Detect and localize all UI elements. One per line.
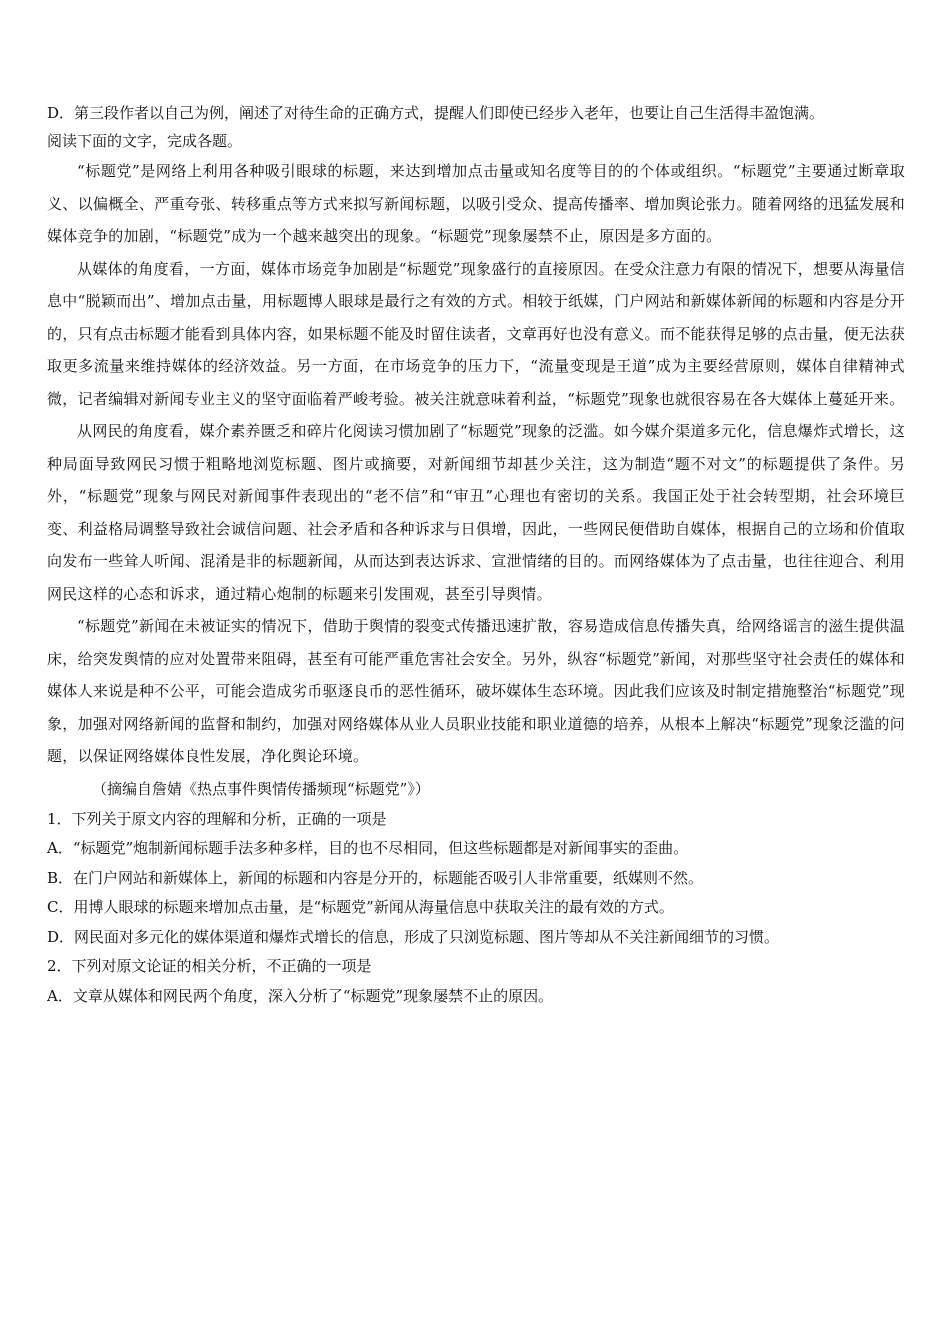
question-1-option-b: B．在门户网站和新媒体上，新闻的标题和内容是分开的，标题能否吸引人非常重要，纸媒则不然。 [47,868,704,887]
reading-instruction: 阅读下面的文字，完成各题。 [47,132,243,150]
question-1-option-c: C．用博人眼球的标题来增加点击量，是“标题党”新闻从海量信息中获取关注的最有效的方式。 [47,898,674,916]
passage-paragraph-4: “标题党”新闻在未被证实的情况下，借助于舆情的裂变式传播迅速扩散，容易造成信息传播失真，给网络谣言的滋生提供温床，给突发舆情的应对处置带来阻碍，甚至有可能严重危害社会安全。另外，纵容“标题党”新闻，对那些坚守社会责任的媒体和媒体人来说是种不公平，可能会造成劣币驱逐良币的恶性循环，破坏媒体生态环境。因此我们应该及时制定措施整治“标题党”现象，加强对网络新闻的监督和制约，加强对网络媒体从业人员职业技能和职业道德的培养，从根本上解决“标题党”现象泛滥的问题，以保证网络媒体良性发展，净化舆论环境。 [47,617,905,765]
question-1-option-d: D．网民面对多元化的媒体渠道和爆炸式增长的信息，形成了只浏览标题、图片等却从不关注新闻细节的习惯。 [47,927,780,946]
page-content [47,99,905,1011]
passage-source: （摘编自詹婧《热点事件舆情传播频现“标题党”》） [92,779,430,798]
passage-paragraph-3: 从网民的角度看，媒介素养匮乏和碎片化阅读习惯加剧了“标题党”现象的泛滥。如今媒介渠道多元化，信息爆炸式增长，这种局面导致网民习惯于粗略地浏览标题、图片或摘要，对新闻细节却甚少关注，这为制造“题不对文”的标题提供了条件。另外，“标题党”现象与网民对新闻事件表现出的“老不信”和“审丑”心理也有密切的关系。我国正处于社会转型期，社会环境巨变、利益格局调整导致社会诚信问题、社会矛盾和各种诉求与日俱增，因此，一些网民便借助自媒体，根据自己的立场和价值取向发布一些耸人听闻、混淆是非的标题新闻，从而达到表达诉求、宣泄情绪的目的。而网络媒体为了点击量，也往往迎合、利用网民这样的心态和诉求，通过精心炮制的标题来引发围观，甚至引导舆情。 [47,422,905,603]
question-2-option-a: A．文章从媒体和网民两个角度，深入分析了“标题党”现象屡禁不止的原因。 [47,986,554,1005]
question-1-stem: 1．下列关于原文内容的理解和分析，正确的一项是 [47,809,387,828]
question-2-stem: 2．下列对原文论证的相关分析，不正确的一项是 [47,957,372,975]
previous-option-d: D．第三段作者以自己为例，阐述了对待生命的正确方式，提醒人们即使已经步入老年，也要让自己生活得丰盈饱满。 [47,104,825,122]
passage-paragraph-2: 从媒体的角度看，一方面，媒体市场竞争加剧是“标题党”现象盛行的直接原因。在受众注意力有限的情况下，想要从海量信息中“脱颖而出”、增加点击量，用标题博人眼球是最行之有效的方式。相较于纸媒，门户网站和新媒体新闻的标题和内容是分开的，只有点击标题才能看到具体内容，如果标题不能及时留住读者，文章再好也没有意义。而不能获得足够的点击量，便无法获取更多流量来维持媒体的经济效益。另一方面，在市场竞争的压力下，“流量变现是王道”成为主要经营原则，媒体自律精神式微，记者编辑对新闻专业主义的坚守面临着严峻考验。被关注就意味着利益，“标题党”现象也就很容易在各大媒体上蔓延开来。 [47,259,905,408]
passage-paragraph-1: “标题党”是网络上利用各种吸引眼球的标题，来达到增加点击量或知名度等目的的个体或组织。“标题党”主要通过断章取义、以偏概全、严重夸张、转移重点等方式来拟写新闻标题，以吸引受众、提高传播率、增加舆论张力。随着网络的迅猛发展和媒体竞争的加剧，“标题党”成为一个越来越突出的现象。“标题党”现象屡禁不止，原因是多方面的。 [47,162,905,245]
question-1-option-a: A．“标题党”炮制新闻标题手法多种多样，目的也不尽相同，但这些标题都是对新闻事实的歪曲。 [47,839,689,857]
